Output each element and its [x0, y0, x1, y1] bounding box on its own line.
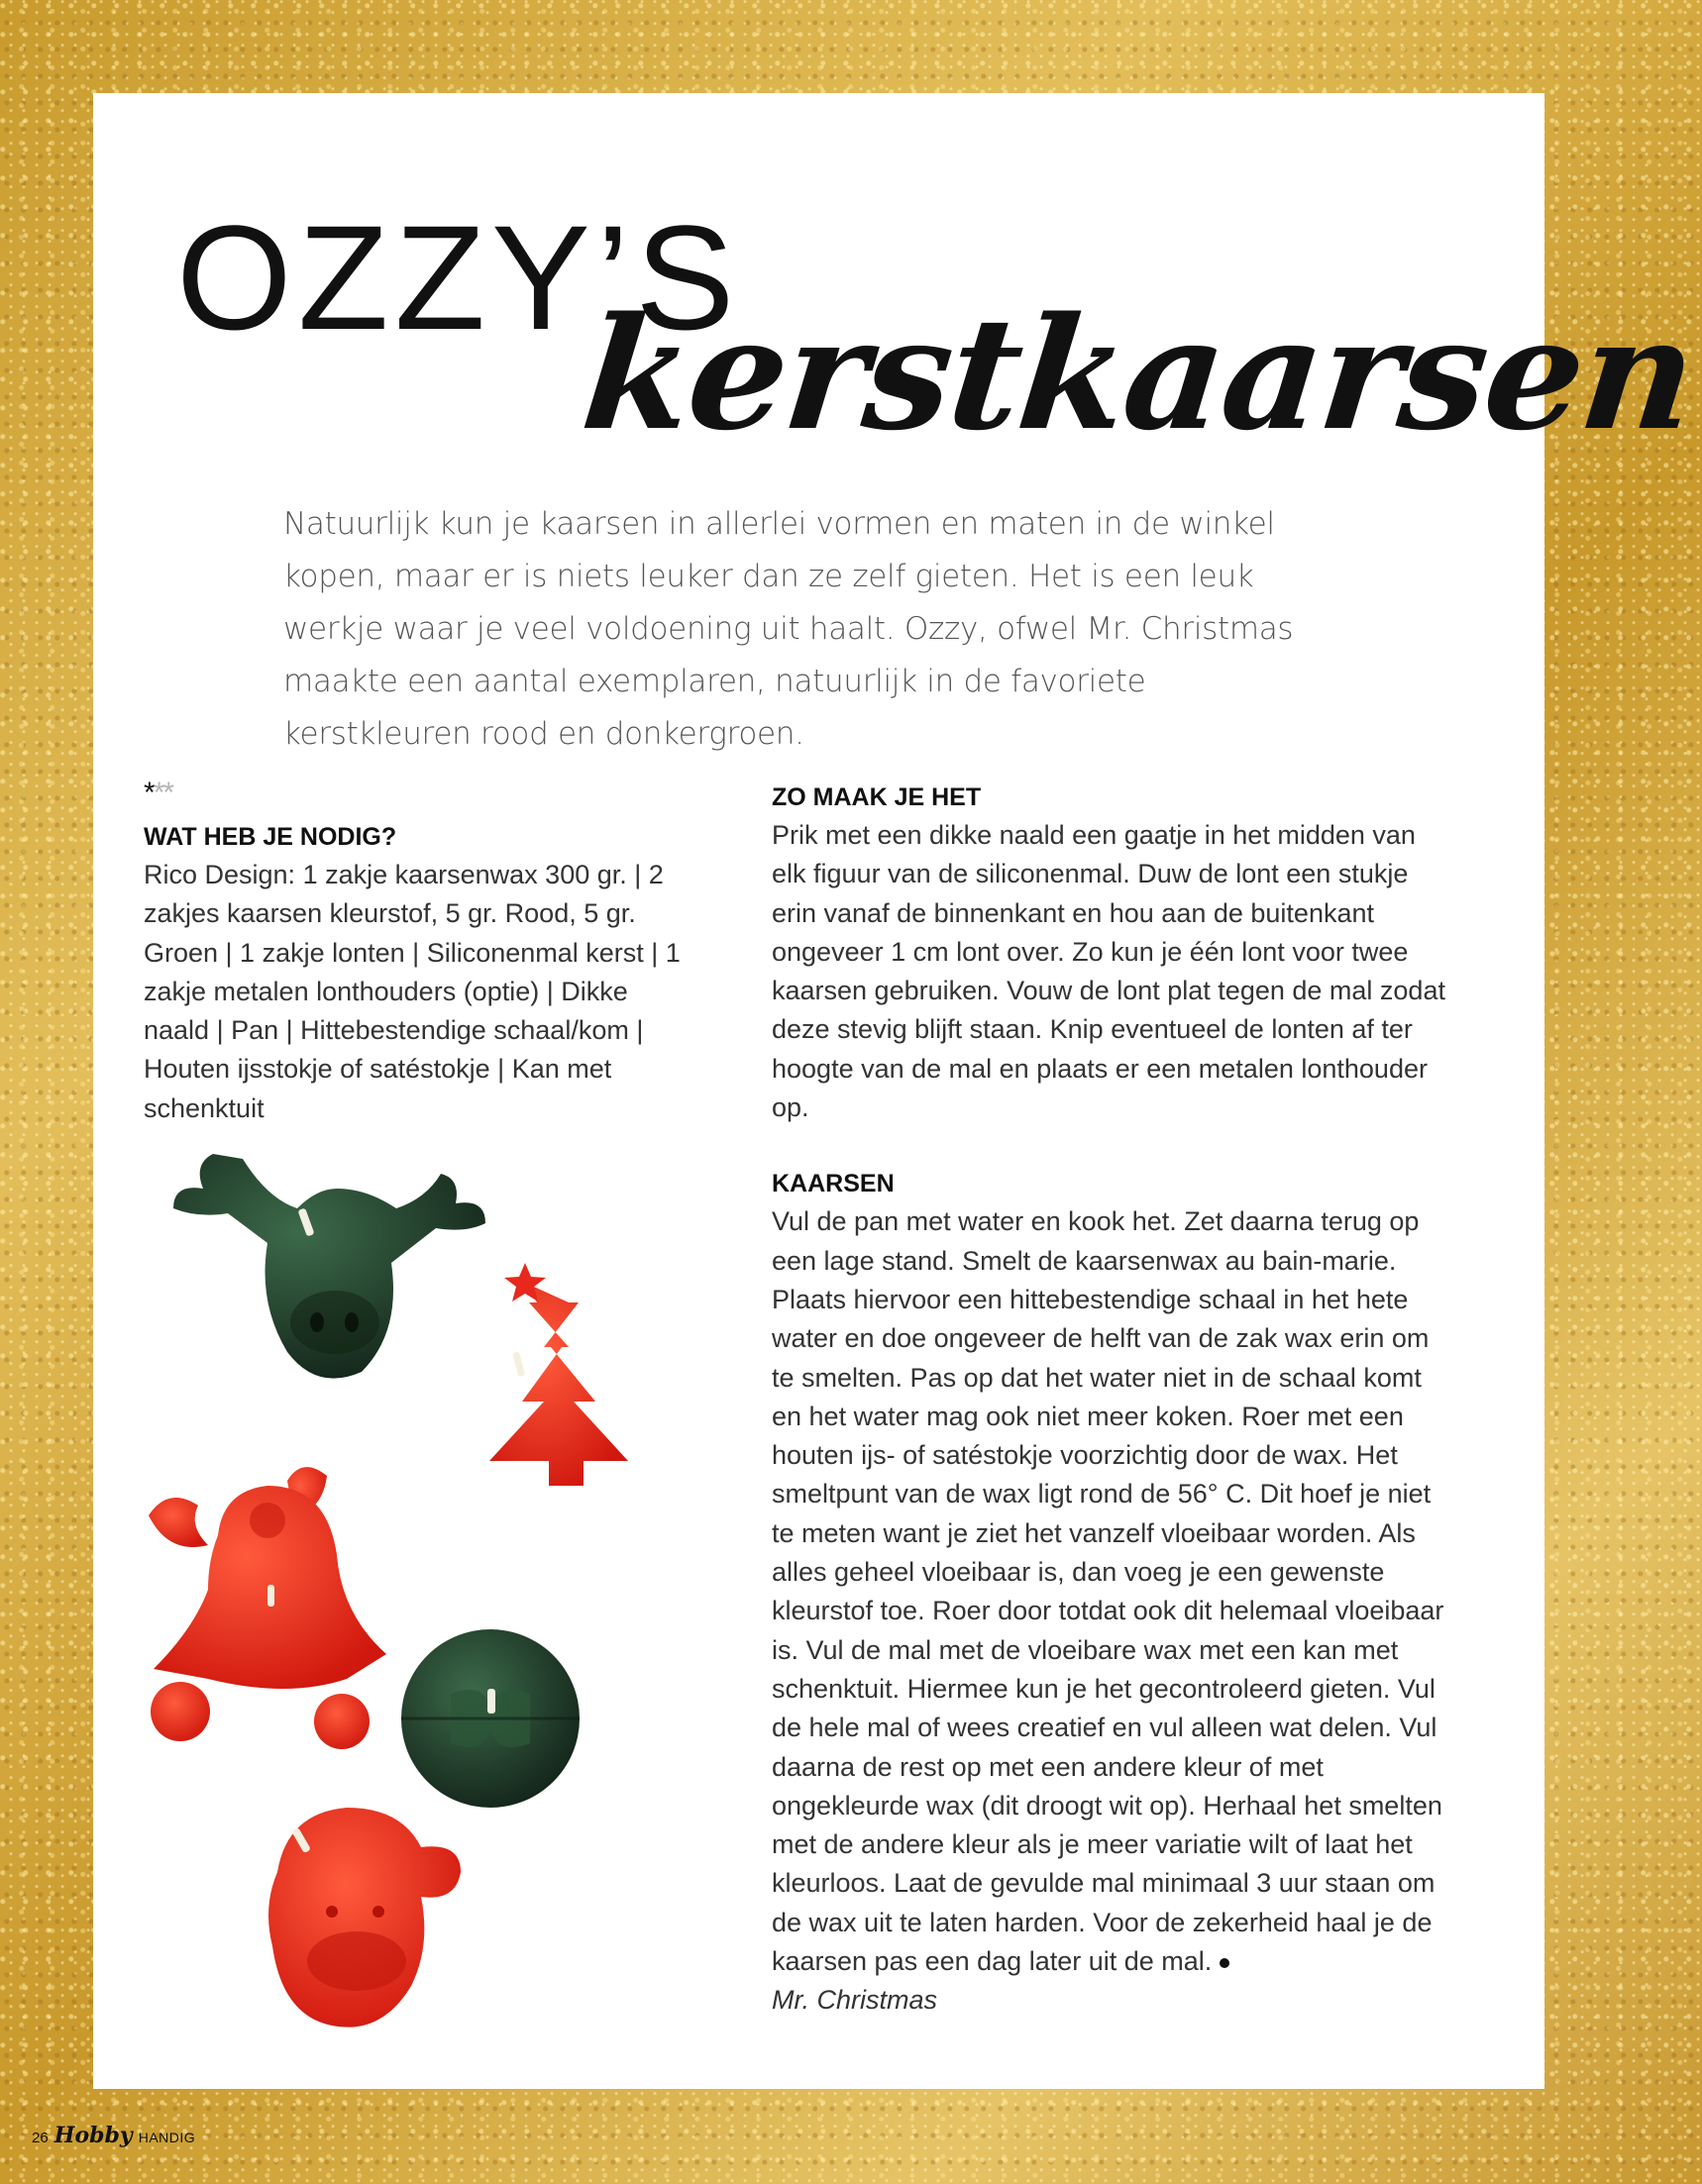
- end-mark-icon: [1220, 1958, 1229, 1968]
- santa-candle: [268, 1808, 461, 2028]
- difficulty-star-filled: *: [144, 777, 154, 809]
- instructions-column: [772, 779, 1455, 2021]
- instructions-text: Prik met een dikke naald een gaatje in het midden van elk figuur van de siliconenmal. Duw de lont een stukje erin vanaf de binnenkant en hou aan de buitenkant ongeveer 1 cm lont over. Zo kun je één lont voor twee kaarsen gebruiken. Vouw de lont plat tegen de mal zodat deze stevig blijft staan. Knip eventueel de lonten af ter hoogte van de mal en plaats er een metalen lonthouder op.: [772, 820, 1445, 1123]
- difficulty-star-empty: **: [153, 777, 173, 809]
- materials-section: [144, 818, 698, 1128]
- magazine-logo-hobby: Hobby: [53, 2123, 133, 2148]
- page-footer: [32, 2123, 195, 2148]
- title-script: kerstkaarsen: [575, 283, 1702, 465]
- difficulty-rating: [144, 777, 172, 810]
- intro-paragraph: Natuurlijk kun je kaarsen in allerlei vormen en maten in de winkel kopen, maar er is niets leuker dan ze zelf gieten. Het is een leuk werkje waar je veel voldoening uit haalt. Ozzy, ofwel Mr. Christmas maakte een aantal exemplaren, natuurlijk in de favoriete kerstkleuren rood en donkergroen.: [283, 506, 1294, 752]
- candles-text: [772, 1202, 1455, 1981]
- materials-heading: WAT HEB JE NODIG?: [144, 823, 397, 851]
- candles-photo: [119, 1139, 674, 2050]
- tree-candle: [489, 1263, 628, 1486]
- candles-text-body: Vul de pan met water en kook het. Zet daarna terug op een lage stand. Smelt de kaarsenwax au bain-marie. Plaats hiervoor een hittebestendige schaal in het hete water en doe ongeveer de helft van de zak wax erin om te smelten. Pas op dat het water niet in de schaal komt en het water mag ook niet meer koken. Roer met een houten ijs- of satéstokje voorzichtig door de wax. Het smeltpunt van de wax ligt rond de 56° C. Dit hoef je niet te meten want je ziet het vanzelf vloeibaar worden. Als alles geheel vloeibaar is, dan voeg je een gewenste kleurstof toe. Roer door totdat ook dit helemaal vloeibaar is. Vul de mal met de vloeibare wax met een kan met schenktuit. Hiermee kun je het gecontroleerd gieten. Vul de hele mal of wees creatief en vul alleen wat delen. Vul daarna de rest op met een andere kleur of met ongekleurde wax (dit droogt wit op). Herhaal het smelten met de andere kleur als je meer variatie wilt of laat het kleurloos. Laat de gevulde mal minimaal 3 uur staan om de wax uit te laten harden. Voor de zekerheid haal je de kaarsen pas een dag later uit de mal.: [772, 1206, 1444, 1977]
- ornament-candle: [401, 1629, 580, 1808]
- signature: Mr. Christmas: [772, 1985, 937, 2016]
- title-main: OZZY’S: [176, 194, 741, 361]
- section-spacer: [772, 1127, 1455, 1165]
- bell-candle: [149, 1467, 386, 1749]
- reindeer-candle: [173, 1154, 485, 1379]
- instructions-heading: ZO MAAK JE HET: [772, 783, 982, 811]
- materials-text: Rico Design: 1 zakje kaarsenwax 300 gr. | 2 zakjes kaarsen kleurstof, 5 gr. Rood, 5 gr. Groen | 1 zakje lonten | Siliconenmal kerst | 1 zakje metalen lonthouders (optie) | Dikke naald | Pan | Hittebestendige schaal/kom | Houten ijsstokje of satéstokje | Kan met schenktuit: [144, 860, 681, 1123]
- magazine-logo-handig: HANDIG: [138, 2130, 196, 2145]
- page-number: 26: [32, 2130, 49, 2146]
- candles-heading: KAARSEN: [772, 1170, 895, 1198]
